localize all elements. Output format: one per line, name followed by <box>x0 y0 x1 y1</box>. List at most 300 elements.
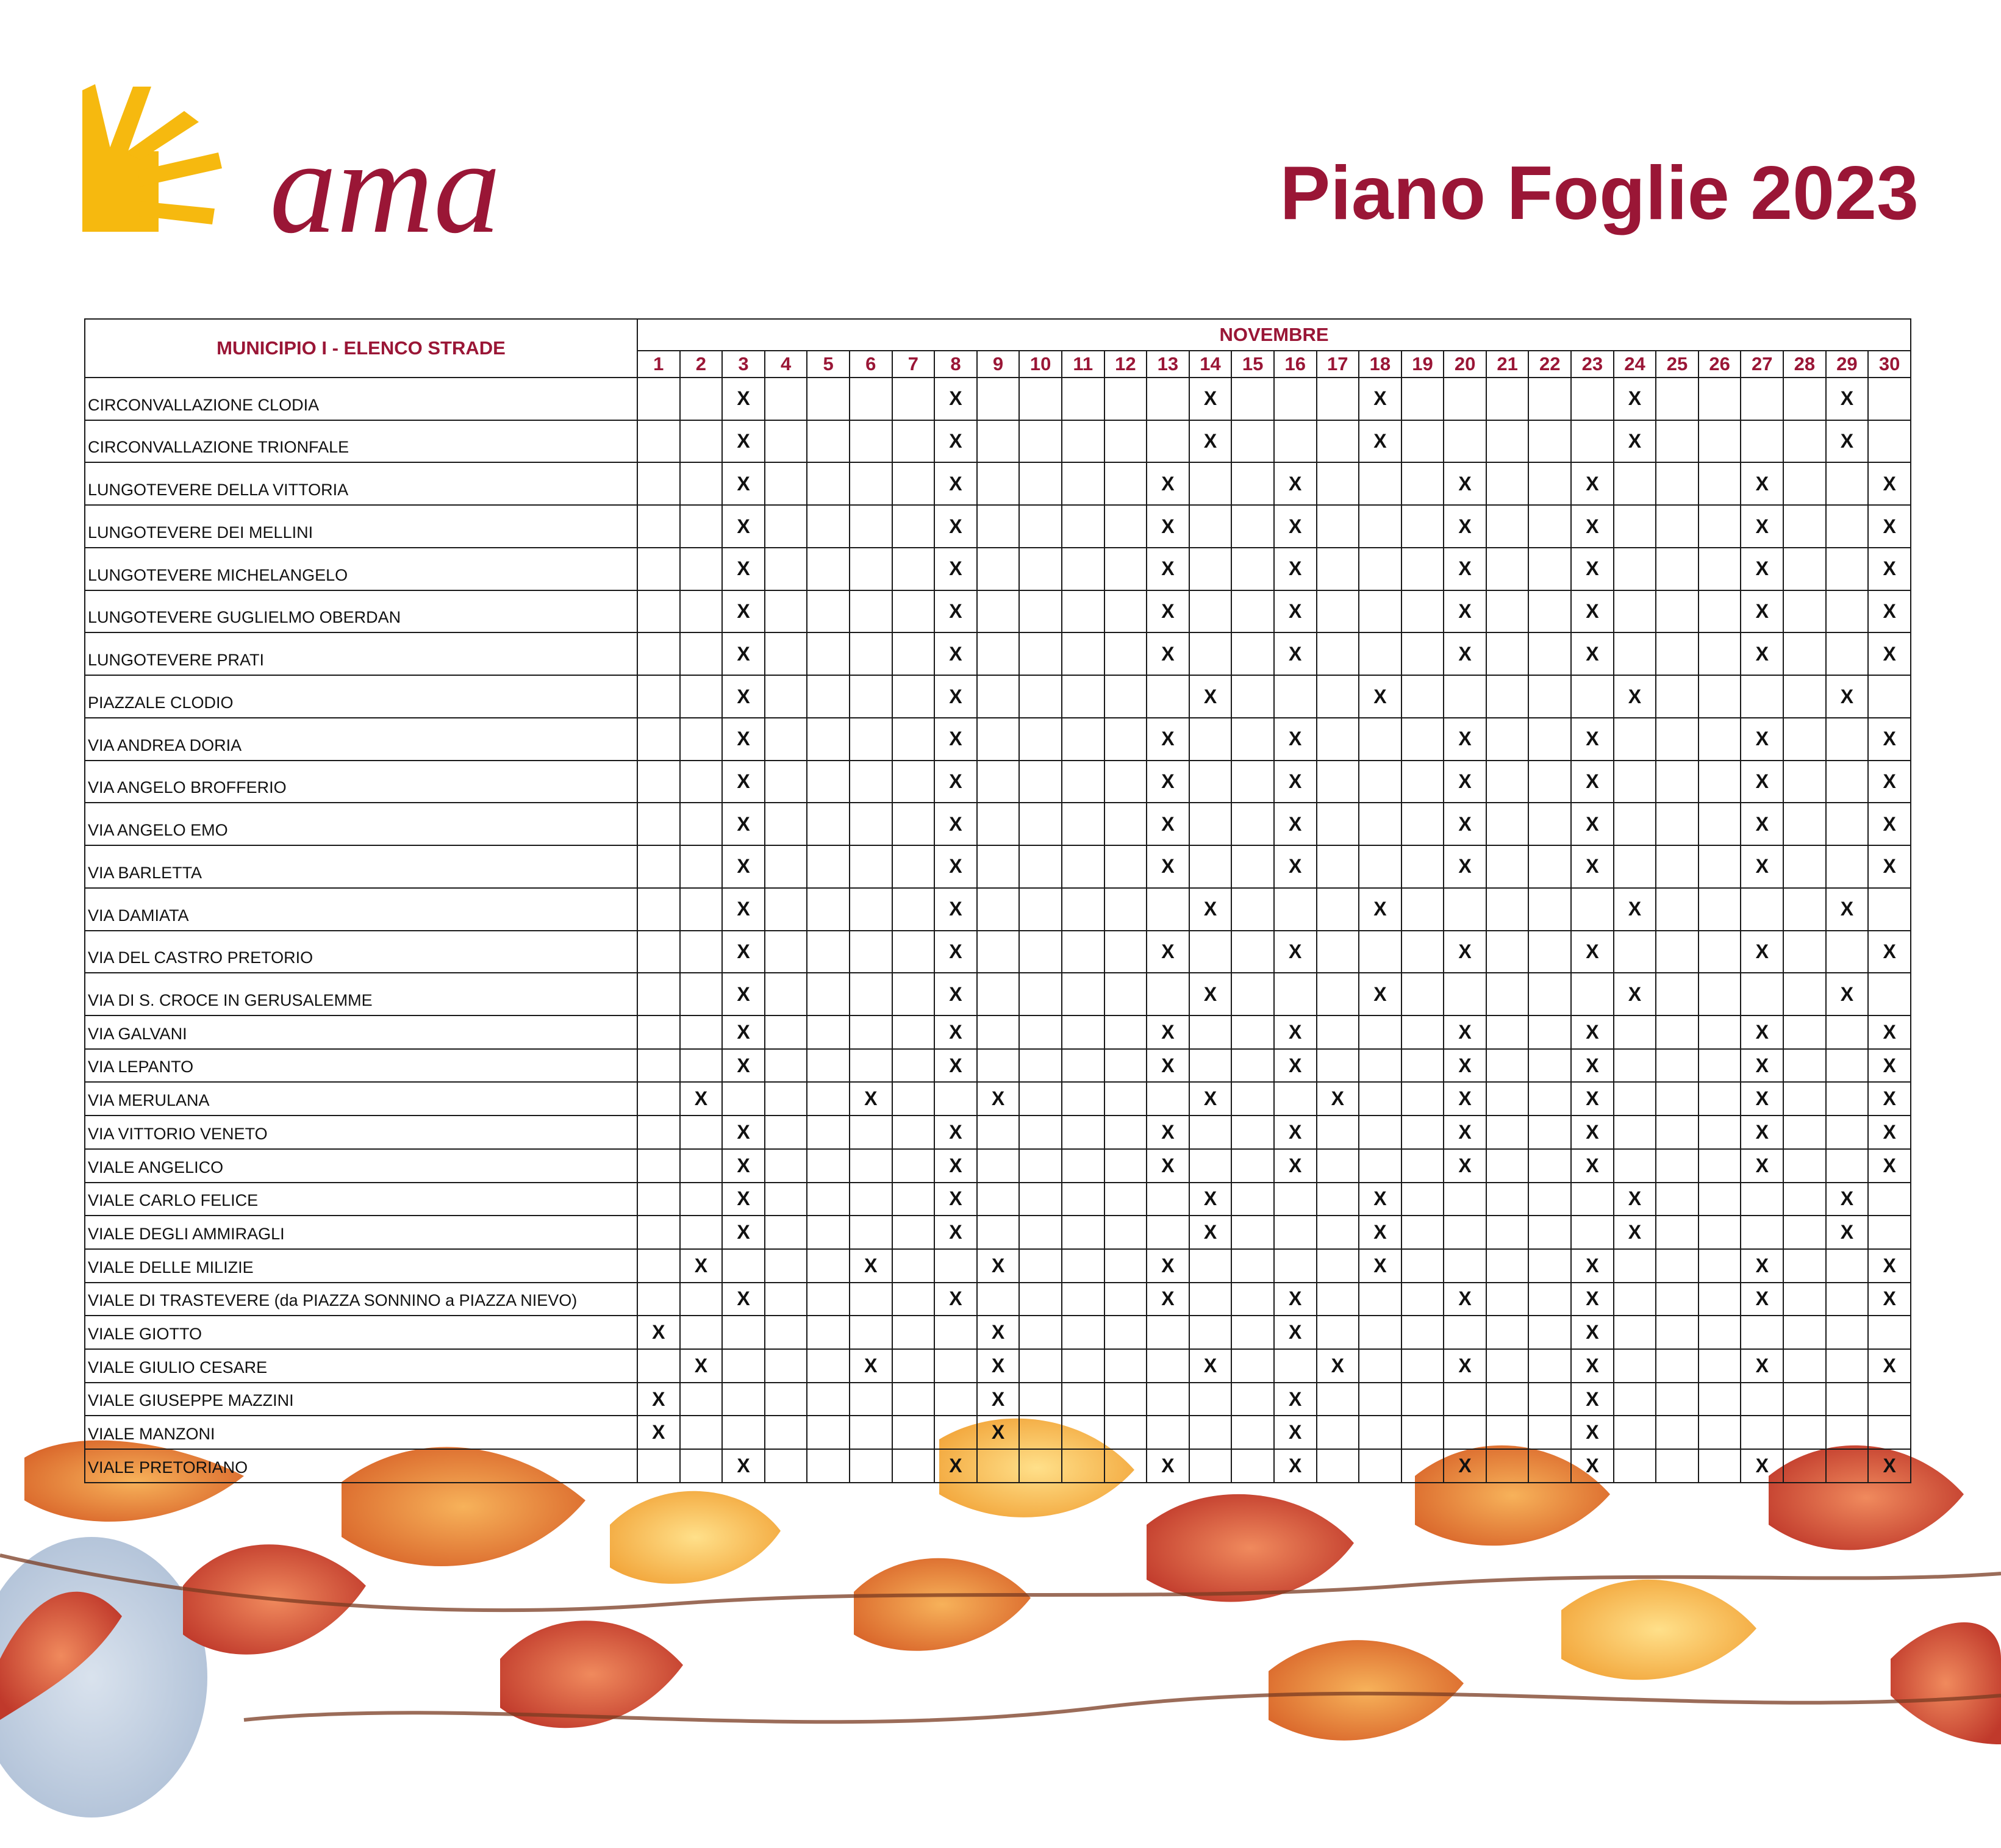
empty-day-cell <box>1317 761 1359 803</box>
scheduled-mark: X <box>850 1082 892 1116</box>
empty-day-cell <box>850 1116 892 1149</box>
scheduled-mark: X <box>1274 632 1317 675</box>
empty-day-cell <box>1868 888 1911 931</box>
empty-day-cell <box>892 1015 935 1049</box>
empty-day-cell <box>1528 675 1571 718</box>
empty-day-cell <box>1444 1183 1486 1216</box>
empty-day-cell <box>1614 1416 1656 1449</box>
empty-day-cell <box>1826 1416 1869 1449</box>
empty-day-cell <box>1614 1015 1656 1049</box>
empty-day-cell <box>1019 803 1062 845</box>
empty-day-cell <box>1699 1283 1741 1316</box>
empty-day-cell <box>1486 1449 1529 1483</box>
empty-day-cell <box>1019 973 1062 1015</box>
scheduled-mark: X <box>1444 718 1486 761</box>
empty-day-cell <box>1189 718 1232 761</box>
scheduled-mark: X <box>1571 1082 1614 1116</box>
empty-day-cell <box>1189 632 1232 675</box>
day-number-header: 30 <box>1868 351 1911 378</box>
empty-day-cell <box>1401 1283 1444 1316</box>
scheduled-mark: X <box>934 675 977 718</box>
street-row <box>85 845 1911 888</box>
empty-day-cell <box>1571 1216 1614 1249</box>
scheduled-mark: X <box>1741 548 1783 590</box>
empty-day-cell <box>1062 1383 1104 1416</box>
street-name: CIRCONVALLAZIONE CLODIA <box>85 378 637 420</box>
empty-day-cell <box>1062 888 1104 931</box>
empty-day-cell <box>1656 803 1699 845</box>
empty-day-cell <box>1062 1216 1104 1249</box>
scheduled-mark: X <box>1741 590 1783 633</box>
empty-day-cell <box>1656 761 1699 803</box>
empty-day-cell <box>1614 462 1656 505</box>
empty-day-cell <box>977 1049 1020 1083</box>
scheduled-mark: X <box>1359 1216 1401 1249</box>
street-name: VIALE PRETORIANO <box>85 1449 637 1483</box>
empty-day-cell <box>1189 1416 1232 1449</box>
empty-day-cell <box>850 1049 892 1083</box>
scheduled-mark: X <box>1317 1082 1359 1116</box>
empty-day-cell <box>850 590 892 633</box>
scheduled-mark: X <box>1189 378 1232 420</box>
scheduled-mark: X <box>934 718 977 761</box>
empty-day-cell <box>1486 1116 1529 1149</box>
empty-day-cell <box>977 462 1020 505</box>
scheduled-mark: X <box>1614 675 1656 718</box>
scheduled-mark: X <box>1147 1283 1189 1316</box>
street-row <box>85 1416 1911 1449</box>
scheduled-mark: X <box>1868 1082 1911 1116</box>
empty-day-cell <box>807 632 850 675</box>
empty-day-cell <box>1104 845 1147 888</box>
empty-day-cell <box>1826 1449 1869 1483</box>
empty-day-cell <box>1783 845 1826 888</box>
empty-day-cell <box>977 505 1020 548</box>
empty-day-cell <box>1104 1349 1147 1383</box>
scheduled-mark: X <box>1868 1015 1911 1049</box>
empty-day-cell <box>765 420 807 463</box>
day-number-header: 19 <box>1401 351 1444 378</box>
empty-day-cell <box>1104 548 1147 590</box>
empty-day-cell <box>850 845 892 888</box>
street-row <box>85 590 1911 633</box>
scheduled-mark: X <box>1444 845 1486 888</box>
scheduled-mark: X <box>1826 888 1869 931</box>
empty-day-cell <box>892 1383 935 1416</box>
empty-day-cell <box>1274 420 1317 463</box>
scheduled-mark: X <box>934 590 977 633</box>
empty-day-cell <box>1783 888 1826 931</box>
scheduled-mark: X <box>1444 1015 1486 1049</box>
street-name: VIA VITTORIO VENETO <box>85 1116 637 1149</box>
empty-day-cell <box>1401 1416 1444 1449</box>
empty-day-cell <box>680 1416 723 1449</box>
scheduled-mark: X <box>1571 718 1614 761</box>
empty-day-cell <box>1189 931 1232 973</box>
empty-day-cell <box>1656 1015 1699 1049</box>
empty-day-cell <box>1783 590 1826 633</box>
empty-day-cell <box>977 1116 1020 1149</box>
empty-day-cell <box>680 590 723 633</box>
day-number-header: 14 <box>1189 351 1232 378</box>
scheduled-mark: X <box>1147 1149 1189 1183</box>
empty-day-cell <box>1019 1249 1062 1283</box>
empty-day-cell <box>637 1015 680 1049</box>
empty-day-cell <box>1401 420 1444 463</box>
empty-day-cell <box>637 462 680 505</box>
empty-day-cell <box>1062 1149 1104 1183</box>
empty-day-cell <box>977 632 1020 675</box>
empty-day-cell <box>850 1015 892 1049</box>
empty-day-cell <box>680 1449 723 1483</box>
empty-day-cell <box>1401 1183 1444 1216</box>
empty-day-cell <box>1826 590 1869 633</box>
empty-day-cell <box>1486 931 1529 973</box>
scheduled-mark: X <box>1147 845 1189 888</box>
empty-day-cell <box>1062 1416 1104 1449</box>
empty-day-cell <box>1274 1082 1317 1116</box>
empty-day-cell <box>1062 803 1104 845</box>
empty-day-cell <box>1528 1082 1571 1116</box>
empty-day-cell <box>1274 973 1317 1015</box>
leaf-collection-schedule-table <box>84 318 1911 1483</box>
scheduled-mark: X <box>1571 1449 1614 1483</box>
scheduled-mark: X <box>934 505 977 548</box>
empty-day-cell <box>1486 973 1529 1015</box>
street-name: PIAZZALE CLODIO <box>85 675 637 718</box>
scheduled-mark: X <box>1741 1449 1783 1483</box>
empty-day-cell <box>850 420 892 463</box>
day-number-header: 13 <box>1147 351 1189 378</box>
empty-day-cell <box>1274 1249 1317 1283</box>
empty-day-cell <box>1444 1249 1486 1283</box>
empty-day-cell <box>1062 1316 1104 1349</box>
empty-day-cell <box>850 931 892 973</box>
empty-day-cell <box>1231 1349 1274 1383</box>
scheduled-mark: X <box>934 803 977 845</box>
empty-day-cell <box>1359 590 1401 633</box>
day-number-header: 8 <box>934 351 977 378</box>
scheduled-mark: X <box>1359 888 1401 931</box>
street-row <box>85 1049 1911 1083</box>
empty-day-cell <box>1783 1216 1826 1249</box>
day-number-header: 21 <box>1486 351 1529 378</box>
empty-day-cell <box>1189 1449 1232 1483</box>
scheduled-mark: X <box>1317 1349 1359 1383</box>
empty-day-cell <box>637 931 680 973</box>
empty-day-cell <box>1231 1216 1274 1249</box>
empty-day-cell <box>1528 845 1571 888</box>
empty-day-cell <box>1104 420 1147 463</box>
street-name: LUNGOTEVERE DELLA VITTORIA <box>85 462 637 505</box>
scheduled-mark: X <box>1571 931 1614 973</box>
empty-day-cell <box>1699 548 1741 590</box>
empty-day-cell <box>1656 931 1699 973</box>
empty-day-cell <box>1868 1183 1911 1216</box>
empty-day-cell <box>1231 845 1274 888</box>
page-title: Piano Foglie 2023 <box>1280 151 1919 235</box>
empty-day-cell <box>1486 590 1529 633</box>
empty-day-cell <box>765 888 807 931</box>
empty-day-cell <box>1274 1216 1317 1249</box>
street-name: CIRCONVALLAZIONE TRIONFALE <box>85 420 637 463</box>
empty-day-cell <box>680 888 723 931</box>
empty-day-cell <box>977 761 1020 803</box>
empty-day-cell <box>1062 378 1104 420</box>
empty-day-cell <box>1317 505 1359 548</box>
empty-day-cell <box>1783 1116 1826 1149</box>
scheduled-mark: X <box>1826 378 1869 420</box>
empty-day-cell <box>1571 378 1614 420</box>
scheduled-mark: X <box>1571 1416 1614 1449</box>
empty-day-cell <box>1359 1283 1401 1316</box>
empty-day-cell <box>1444 1316 1486 1349</box>
empty-day-cell <box>637 761 680 803</box>
scheduled-mark: X <box>1147 761 1189 803</box>
empty-day-cell <box>765 632 807 675</box>
empty-day-cell <box>765 1316 807 1349</box>
empty-day-cell <box>637 888 680 931</box>
empty-day-cell <box>1231 675 1274 718</box>
scheduled-mark: X <box>1444 1449 1486 1483</box>
empty-day-cell <box>1359 1383 1401 1416</box>
scheduled-mark: X <box>1571 845 1614 888</box>
empty-day-cell <box>765 1216 807 1249</box>
street-name: VIA DEL CASTRO PRETORIO <box>85 931 637 973</box>
scheduled-mark: X <box>1444 803 1486 845</box>
scheduled-mark: X <box>1147 718 1189 761</box>
empty-day-cell <box>892 1049 935 1083</box>
empty-day-cell <box>1699 973 1741 1015</box>
street-name: LUNGOTEVERE GUGLIELMO OBERDAN <box>85 590 637 633</box>
empty-day-cell <box>1317 1449 1359 1483</box>
empty-day-cell <box>1826 1383 1869 1416</box>
empty-day-cell <box>1104 1082 1147 1116</box>
empty-day-cell <box>1401 803 1444 845</box>
empty-day-cell <box>1359 845 1401 888</box>
empty-day-cell <box>1359 1316 1401 1349</box>
empty-day-cell <box>1486 718 1529 761</box>
empty-day-cell <box>1656 420 1699 463</box>
empty-day-cell <box>1741 973 1783 1015</box>
empty-day-cell <box>1104 675 1147 718</box>
empty-day-cell <box>850 462 892 505</box>
empty-day-cell <box>1274 675 1317 718</box>
empty-day-cell <box>722 1349 765 1383</box>
empty-day-cell <box>807 1216 850 1249</box>
empty-day-cell <box>1019 1015 1062 1049</box>
scheduled-mark: X <box>722 378 765 420</box>
empty-day-cell <box>680 378 723 420</box>
empty-day-cell <box>1062 1349 1104 1383</box>
empty-day-cell <box>1528 590 1571 633</box>
empty-day-cell <box>765 1049 807 1083</box>
empty-day-cell <box>765 1383 807 1416</box>
empty-day-cell <box>680 1216 723 1249</box>
empty-day-cell <box>807 1383 850 1416</box>
empty-day-cell <box>1528 1416 1571 1449</box>
street-name: VIA DI S. CROCE IN GERUSALEMME <box>85 973 637 1015</box>
empty-day-cell <box>1231 888 1274 931</box>
empty-day-cell <box>1062 590 1104 633</box>
empty-day-cell <box>1401 632 1444 675</box>
empty-day-cell <box>1359 1449 1401 1483</box>
empty-day-cell <box>1019 1449 1062 1483</box>
empty-day-cell <box>1231 1149 1274 1183</box>
scheduled-mark: X <box>977 1082 1020 1116</box>
empty-day-cell <box>1699 1015 1741 1049</box>
empty-day-cell <box>722 1249 765 1283</box>
empty-day-cell <box>1401 718 1444 761</box>
scheduled-mark: X <box>1274 1049 1317 1083</box>
empty-day-cell <box>1104 632 1147 675</box>
scheduled-mark: X <box>1868 548 1911 590</box>
empty-day-cell <box>1699 1183 1741 1216</box>
empty-day-cell <box>1444 378 1486 420</box>
empty-day-cell <box>722 1082 765 1116</box>
scheduled-mark: X <box>1868 1283 1911 1316</box>
empty-day-cell <box>637 378 680 420</box>
scheduled-mark: X <box>1614 378 1656 420</box>
empty-day-cell <box>1444 1416 1486 1449</box>
empty-day-cell <box>1699 931 1741 973</box>
day-number-header: 6 <box>850 351 892 378</box>
scheduled-mark: X <box>850 1349 892 1383</box>
empty-day-cell <box>1401 1015 1444 1049</box>
scheduled-mark: X <box>1868 462 1911 505</box>
empty-day-cell <box>1317 462 1359 505</box>
scheduled-mark: X <box>1826 675 1869 718</box>
scheduled-mark: X <box>1868 590 1911 633</box>
scheduled-mark: X <box>1741 845 1783 888</box>
empty-day-cell <box>892 1449 935 1483</box>
empty-day-cell <box>934 1383 977 1416</box>
empty-day-cell <box>1528 462 1571 505</box>
empty-day-cell <box>977 718 1020 761</box>
empty-day-cell <box>807 420 850 463</box>
empty-day-cell <box>807 931 850 973</box>
empty-day-cell <box>1104 888 1147 931</box>
empty-day-cell <box>892 1249 935 1283</box>
scheduled-mark: X <box>722 803 765 845</box>
empty-day-cell <box>1783 1349 1826 1383</box>
empty-day-cell <box>1189 1283 1232 1316</box>
empty-day-cell <box>1019 1283 1062 1316</box>
empty-day-cell <box>807 675 850 718</box>
empty-day-cell <box>807 1316 850 1349</box>
street-name: LUNGOTEVERE PRATI <box>85 632 637 675</box>
empty-day-cell <box>1826 1149 1869 1183</box>
empty-day-cell <box>1741 888 1783 931</box>
empty-day-cell <box>1359 931 1401 973</box>
empty-day-cell <box>1656 1249 1699 1283</box>
scheduled-mark: X <box>1741 462 1783 505</box>
empty-day-cell <box>1699 1349 1741 1383</box>
street-name: VIALE DELLE MILIZIE <box>85 1249 637 1283</box>
scheduled-mark: X <box>934 1116 977 1149</box>
empty-day-cell <box>1826 1116 1869 1149</box>
empty-day-cell <box>1189 845 1232 888</box>
empty-day-cell <box>807 845 850 888</box>
empty-day-cell <box>1231 462 1274 505</box>
empty-day-cell <box>850 1449 892 1483</box>
empty-day-cell <box>637 1216 680 1249</box>
empty-day-cell <box>765 845 807 888</box>
empty-day-cell <box>1656 1449 1699 1483</box>
empty-day-cell <box>1783 1149 1826 1183</box>
scheduled-mark: X <box>722 1116 765 1149</box>
scheduled-mark: X <box>1444 1283 1486 1316</box>
empty-day-cell <box>765 1015 807 1049</box>
empty-day-cell <box>892 505 935 548</box>
street-row <box>85 505 1911 548</box>
empty-day-cell <box>637 803 680 845</box>
empty-day-cell <box>765 505 807 548</box>
empty-day-cell <box>1359 1082 1401 1116</box>
empty-day-cell <box>1656 1082 1699 1116</box>
empty-day-cell <box>1656 973 1699 1015</box>
empty-day-cell <box>1189 548 1232 590</box>
empty-day-cell <box>1019 632 1062 675</box>
empty-day-cell <box>1614 931 1656 973</box>
scheduled-mark: X <box>1571 1049 1614 1083</box>
empty-day-cell <box>680 1283 723 1316</box>
empty-day-cell <box>1783 1082 1826 1116</box>
empty-day-cell <box>1019 1149 1062 1183</box>
empty-day-cell <box>1359 505 1401 548</box>
empty-day-cell <box>1699 505 1741 548</box>
district-header: MUNICIPIO I - ELENCO STRADE <box>85 319 637 378</box>
street-row <box>85 931 1911 973</box>
street-row <box>85 1015 1911 1049</box>
empty-day-cell <box>1486 505 1529 548</box>
empty-day-cell <box>1656 1316 1699 1349</box>
scheduled-mark: X <box>637 1383 680 1416</box>
empty-day-cell <box>892 420 935 463</box>
empty-day-cell <box>1401 1383 1444 1416</box>
empty-day-cell <box>1614 548 1656 590</box>
empty-day-cell <box>765 590 807 633</box>
empty-day-cell <box>977 420 1020 463</box>
empty-day-cell <box>892 590 935 633</box>
empty-day-cell <box>1359 761 1401 803</box>
scheduled-mark: X <box>722 888 765 931</box>
empty-day-cell <box>1019 761 1062 803</box>
empty-day-cell <box>1826 1249 1869 1283</box>
empty-day-cell <box>1062 1183 1104 1216</box>
scheduled-mark: X <box>1274 462 1317 505</box>
empty-day-cell <box>1528 420 1571 463</box>
day-number-header: 2 <box>680 351 723 378</box>
scheduled-mark: X <box>722 505 765 548</box>
scheduled-mark: X <box>1444 505 1486 548</box>
scheduled-mark: X <box>722 462 765 505</box>
empty-day-cell <box>1699 1249 1741 1283</box>
empty-day-cell <box>1317 1249 1359 1283</box>
empty-day-cell <box>807 761 850 803</box>
scheduled-mark: X <box>1571 1283 1614 1316</box>
empty-day-cell <box>1019 1416 1062 1449</box>
empty-day-cell <box>934 1082 977 1116</box>
empty-day-cell <box>765 1416 807 1449</box>
empty-day-cell <box>934 1416 977 1449</box>
empty-day-cell <box>1231 1316 1274 1349</box>
empty-day-cell <box>892 675 935 718</box>
scheduled-mark: X <box>934 420 977 463</box>
empty-day-cell <box>1783 505 1826 548</box>
empty-day-cell <box>807 1249 850 1283</box>
day-number-header: 29 <box>1826 351 1869 378</box>
